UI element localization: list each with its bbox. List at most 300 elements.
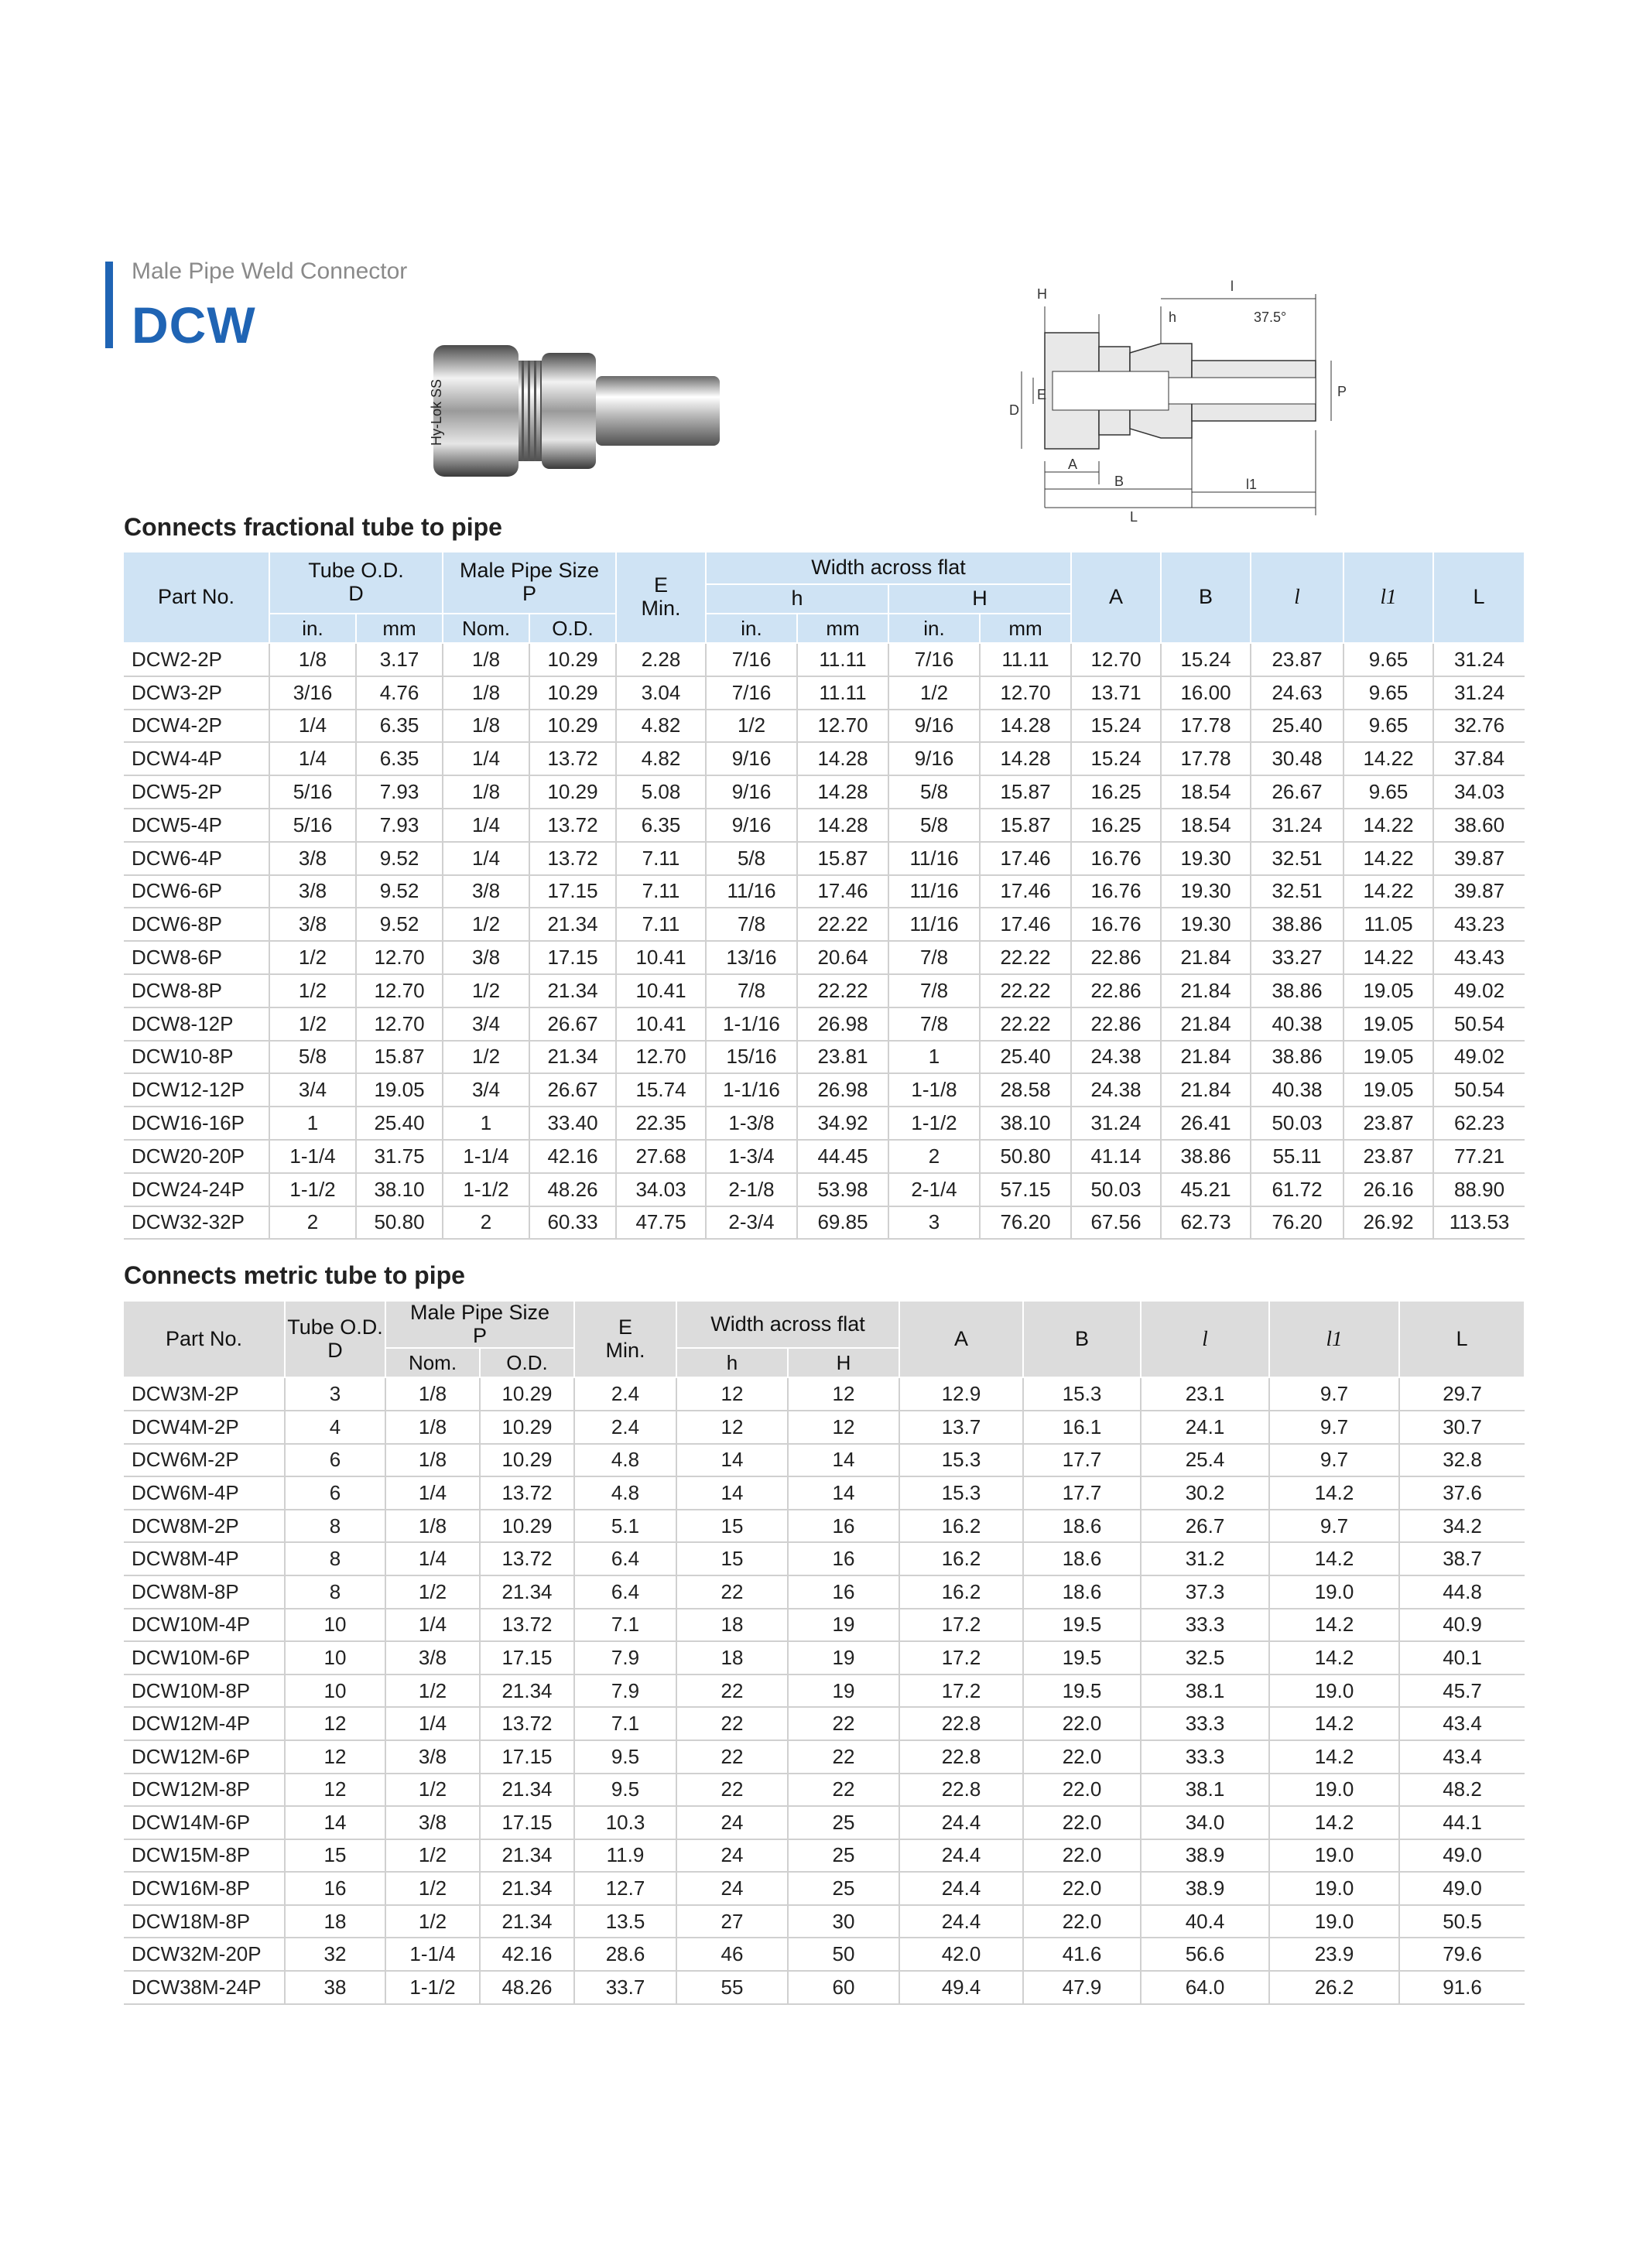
table-cell: 28.6: [574, 1938, 676, 1971]
table-cell: 13.72: [529, 742, 616, 775]
table-cell: 10: [285, 1609, 385, 1642]
table-cell: 5/8: [269, 1041, 356, 1074]
table-cell: 5/8: [888, 775, 980, 809]
table-cell: 18: [676, 1609, 788, 1642]
table-cell: 17.15: [480, 1641, 574, 1674]
table-cell: 21.84: [1161, 1041, 1251, 1074]
table-cell: 23.87: [1343, 1107, 1433, 1140]
table-cell: 19.5: [1023, 1641, 1141, 1674]
table-row: [124, 1411, 1525, 1444]
table-cell: 5.1: [574, 1510, 676, 1543]
table-cell: 14.2: [1269, 1609, 1399, 1642]
table-cell: 7/16: [706, 643, 797, 676]
part-number-cell: DCW3M-2P: [124, 1377, 285, 1411]
table-cell: 62.23: [1433, 1107, 1525, 1140]
table-cell: 23.1: [1141, 1377, 1269, 1411]
table-row: [124, 742, 1525, 775]
col-tube-od: Tube O.D. D: [285, 1302, 385, 1377]
table-cell: 48.2: [1399, 1774, 1525, 1807]
table-cell: 14.2: [1269, 1641, 1399, 1674]
table-cell: 24.38: [1071, 1041, 1161, 1074]
table-cell: 12: [788, 1377, 899, 1411]
table-cell: 9.5: [574, 1774, 676, 1807]
table-cell: 9.65: [1343, 643, 1433, 676]
table-cell: 64.0: [1141, 1971, 1269, 2004]
table-cell: 15/16: [706, 1041, 797, 1074]
table-cell: 21.34: [480, 1905, 574, 1938]
table-cell: 4.8: [574, 1444, 676, 1477]
table-cell: 14.22: [1343, 742, 1433, 775]
table-cell: 2-3/4: [706, 1206, 797, 1240]
table-cell: 14: [788, 1444, 899, 1477]
table-cell: 3: [888, 1206, 980, 1240]
table-cell: 16.76: [1071, 842, 1161, 875]
table-cell: 38.10: [980, 1107, 1071, 1140]
table-cell: 1/8: [443, 775, 529, 809]
table-cell: 55: [676, 1971, 788, 2004]
table-cell: 22.0: [1023, 1905, 1141, 1938]
part-number-cell: DCW20-20P: [124, 1140, 269, 1173]
table-cell: 15.24: [1071, 742, 1161, 775]
table-cell: 21.84: [1161, 941, 1251, 974]
table-cell: 17.15: [480, 1740, 574, 1774]
table-cell: 13.72: [480, 1476, 574, 1510]
col-male-pipe-size: Male Pipe Size P: [385, 1302, 574, 1348]
table-cell: 50.5: [1399, 1905, 1525, 1938]
table-cell: 34.92: [797, 1107, 888, 1140]
table-cell: 33.27: [1251, 941, 1343, 974]
table-cell: 44.1: [1399, 1806, 1525, 1839]
metric-table: [124, 1302, 1525, 2005]
table-cell: 49.0: [1399, 1872, 1525, 1905]
table-cell: 6.35: [616, 809, 706, 842]
table-cell: 49.02: [1433, 974, 1525, 1007]
col-male-pipe-size: Male Pipe Size P: [443, 552, 616, 614]
table-cell: 38.86: [1251, 908, 1343, 941]
table-cell: 16.00: [1161, 676, 1251, 710]
table-cell: 17.78: [1161, 710, 1251, 743]
table-cell: 79.6: [1399, 1938, 1525, 1971]
table-cell: 8: [285, 1510, 385, 1543]
table-cell: 1/8: [385, 1510, 480, 1543]
table-cell: 15.24: [1161, 643, 1251, 676]
table-cell: 24.4: [899, 1839, 1023, 1873]
table-cell: 17.46: [980, 875, 1071, 908]
sub-in: in.: [706, 614, 797, 643]
table-cell: 3/4: [269, 1073, 356, 1107]
table-cell: 42.16: [529, 1140, 616, 1173]
table-cell: 17.46: [980, 908, 1071, 941]
table-cell: 4.82: [616, 742, 706, 775]
table-cell: 22.0: [1023, 1839, 1141, 1873]
table-cell: 1-1/4: [443, 1140, 529, 1173]
table-cell: 18.6: [1023, 1510, 1141, 1543]
table-cell: 22.35: [616, 1107, 706, 1140]
table-cell: 9.52: [356, 908, 443, 941]
table-cell: 43.43: [1433, 941, 1525, 974]
table-row: [124, 1707, 1525, 1740]
table-cell: 29.7: [1399, 1377, 1525, 1411]
table-cell: 14.28: [797, 742, 888, 775]
table-cell: 1/2: [385, 1774, 480, 1807]
table-cell: 17.15: [480, 1806, 574, 1839]
col-l1: l1: [1269, 1302, 1399, 1377]
table-cell: 48.26: [529, 1173, 616, 1206]
table-cell: 10.41: [616, 1007, 706, 1041]
table-cell: 4.82: [616, 710, 706, 743]
table-cell: 13.72: [480, 1542, 574, 1575]
part-number-cell: DCW8M-2P: [124, 1510, 285, 1543]
col-H: H: [888, 584, 1071, 614]
table-cell: 19.05: [1343, 974, 1433, 1007]
table-cell: 3/8: [269, 908, 356, 941]
diagram-label-D: D: [1009, 402, 1019, 418]
table-cell: 50.54: [1433, 1073, 1525, 1107]
table-cell: 26.67: [529, 1073, 616, 1107]
table-cell: 24: [676, 1872, 788, 1905]
table-cell: 22.0: [1023, 1707, 1141, 1740]
table-row: [124, 1938, 1525, 1971]
table-cell: 2-1/8: [706, 1173, 797, 1206]
table-cell: 10.29: [529, 643, 616, 676]
table-cell: 1/8: [443, 676, 529, 710]
table-cell: 60: [788, 1971, 899, 2004]
table-cell: 1-1/2: [888, 1107, 980, 1140]
table-cell: 25.40: [356, 1107, 443, 1140]
table-cell: 50.80: [356, 1206, 443, 1240]
table-cell: 91.6: [1399, 1971, 1525, 2004]
table-cell: 27.68: [616, 1140, 706, 1173]
table-cell: 28.58: [980, 1073, 1071, 1107]
table-cell: 26.67: [1251, 775, 1343, 809]
col-B: B: [1161, 552, 1251, 643]
table-cell: 37.3: [1141, 1575, 1269, 1609]
table-cell: 60.33: [529, 1206, 616, 1240]
table-cell: 2.4: [574, 1377, 676, 1411]
part-number-cell: DCW10M-4P: [124, 1609, 285, 1642]
table-cell: 5/8: [706, 842, 797, 875]
table-cell: 25.4: [1141, 1444, 1269, 1477]
table-cell: 16: [285, 1872, 385, 1905]
table-cell: 30.7: [1399, 1411, 1525, 1444]
table-cell: 16.1: [1023, 1411, 1141, 1444]
table-row: [124, 1476, 1525, 1510]
table-cell: 1/4: [385, 1542, 480, 1575]
table-cell: 24: [676, 1806, 788, 1839]
table-cell: 12: [788, 1411, 899, 1444]
table-row: [124, 1206, 1525, 1240]
table-cell: 5/16: [269, 775, 356, 809]
table-cell: 24.38: [1071, 1073, 1161, 1107]
table-cell: 7.11: [616, 908, 706, 941]
table-cell: 2.4: [574, 1411, 676, 1444]
table-cell: 31.2: [1141, 1542, 1269, 1575]
table-cell: 26.98: [797, 1007, 888, 1041]
table-cell: 22: [788, 1707, 899, 1740]
table-cell: 1/4: [269, 742, 356, 775]
table-cell: 34.03: [616, 1173, 706, 1206]
table-cell: 1/4: [385, 1707, 480, 1740]
table-cell: 6.4: [574, 1575, 676, 1609]
table-cell: 3/4: [443, 1007, 529, 1041]
table-cell: 16.2: [899, 1542, 1023, 1575]
table-cell: 38.86: [1251, 1041, 1343, 1074]
table-cell: 38.86: [1251, 974, 1343, 1007]
table-cell: 1-1/16: [706, 1073, 797, 1107]
table-cell: 12.70: [356, 1007, 443, 1041]
table-cell: 1/4: [385, 1476, 480, 1510]
table-cell: 3/8: [385, 1806, 480, 1839]
part-number-cell: DCW38M-24P: [124, 1971, 285, 2004]
part-number-cell: DCW12M-8P: [124, 1774, 285, 1807]
sub-od: O.D.: [529, 614, 616, 643]
table-cell: 14.2: [1269, 1806, 1399, 1839]
col-L: L: [1399, 1302, 1525, 1377]
table-cell: 22.0: [1023, 1740, 1141, 1774]
table-cell: 10.41: [616, 941, 706, 974]
table-cell: 21.34: [529, 1041, 616, 1074]
table-cell: 26.7: [1141, 1510, 1269, 1543]
table-cell: 21.34: [480, 1872, 574, 1905]
table-cell: 21.84: [1161, 1007, 1251, 1041]
table-cell: 32.8: [1399, 1444, 1525, 1477]
sub-h: h: [676, 1348, 788, 1377]
table-cell: 3/8: [443, 941, 529, 974]
table-row: [124, 1905, 1525, 1938]
table-cell: 22.22: [980, 941, 1071, 974]
table-cell: 17.2: [899, 1674, 1023, 1708]
table-cell: 50.03: [1251, 1107, 1343, 1140]
table-cell: 40.38: [1251, 1007, 1343, 1041]
table-cell: 22: [676, 1707, 788, 1740]
table-cell: 14: [285, 1806, 385, 1839]
table-cell: 12: [285, 1707, 385, 1740]
table-cell: 39.87: [1433, 875, 1525, 908]
table-cell: 67.56: [1071, 1206, 1161, 1240]
part-number-cell: DCW6-6P: [124, 875, 269, 908]
table-cell: 10.3: [574, 1806, 676, 1839]
table-cell: 55.11: [1251, 1140, 1343, 1173]
table-cell: 13.72: [480, 1707, 574, 1740]
table-row: [124, 875, 1525, 908]
table-row: [124, 710, 1525, 743]
table-cell: 7.11: [616, 842, 706, 875]
table-cell: 19: [788, 1674, 899, 1708]
part-number-cell: DCW8-12P: [124, 1007, 269, 1041]
table-cell: 7/8: [888, 1007, 980, 1041]
table-cell: 18: [676, 1641, 788, 1674]
table-cell: 13.72: [529, 809, 616, 842]
table-cell: 19: [788, 1641, 899, 1674]
fractional-table-body: [124, 643, 1525, 1239]
table-cell: 17.7: [1023, 1476, 1141, 1510]
table-cell: 12.9: [899, 1377, 1023, 1411]
table-cell: 11/16: [888, 908, 980, 941]
table-cell: 26.98: [797, 1073, 888, 1107]
table-cell: 7/16: [706, 676, 797, 710]
table-cell: 13.72: [480, 1609, 574, 1642]
sub-mm: mm: [356, 614, 443, 643]
table-cell: 25.40: [980, 1041, 1071, 1074]
part-number-cell: DCW6M-2P: [124, 1444, 285, 1477]
table-cell: 19.05: [1343, 1073, 1433, 1107]
part-number-cell: DCW18M-8P: [124, 1905, 285, 1938]
table-cell: 1/8: [269, 643, 356, 676]
table-cell: 7/8: [706, 974, 797, 1007]
table-cell: 9/16: [888, 710, 980, 743]
table-cell: 16.2: [899, 1510, 1023, 1543]
part-number-cell: DCW12-12P: [124, 1073, 269, 1107]
table-cell: 31.24: [1071, 1107, 1161, 1140]
table-cell: 1/2: [269, 941, 356, 974]
table-cell: 45.7: [1399, 1674, 1525, 1708]
table-cell: 40.38: [1251, 1073, 1343, 1107]
table-cell: 19.5: [1023, 1674, 1141, 1708]
table-cell: 22: [788, 1740, 899, 1774]
table-cell: 38.7: [1399, 1542, 1525, 1575]
sub-in: in.: [269, 614, 356, 643]
part-number-cell: DCW5-2P: [124, 775, 269, 809]
table-row: [124, 1674, 1525, 1708]
col-L: L: [1433, 552, 1525, 643]
table-cell: 3/8: [269, 842, 356, 875]
table-cell: 3/8: [443, 875, 529, 908]
table-cell: 1/2: [385, 1905, 480, 1938]
table-cell: 17.15: [529, 875, 616, 908]
part-number-cell: DCW4M-2P: [124, 1411, 285, 1444]
table-cell: 21.34: [480, 1674, 574, 1708]
table-cell: 12.70: [980, 676, 1071, 710]
table-cell: 19.0: [1269, 1839, 1399, 1873]
table-cell: 19.5: [1023, 1609, 1141, 1642]
table-cell: 7.9: [574, 1674, 676, 1708]
table-cell: 14: [676, 1476, 788, 1510]
table-cell: 13.72: [529, 842, 616, 875]
table-cell: 37.84: [1433, 742, 1525, 775]
table-cell: 1-1/16: [706, 1007, 797, 1041]
table-cell: 45.21: [1161, 1173, 1251, 1206]
part-number-cell: DCW2-2P: [124, 643, 269, 676]
table-cell: 21.84: [1161, 1073, 1251, 1107]
part-number-cell: DCW3-2P: [124, 676, 269, 710]
table-cell: 2: [888, 1140, 980, 1173]
table-row: [124, 1444, 1525, 1477]
table-row: [124, 1073, 1525, 1107]
diagram-label-L: L: [1130, 509, 1138, 523]
table-cell: 3/16: [269, 676, 356, 710]
table-cell: 10.29: [529, 775, 616, 809]
part-number-cell: DCW5-4P: [124, 809, 269, 842]
table-cell: 10.29: [480, 1444, 574, 1477]
table-cell: 22.86: [1071, 974, 1161, 1007]
table-cell: 76.20: [980, 1206, 1071, 1240]
table-cell: 7/8: [706, 908, 797, 941]
table-row: [124, 809, 1525, 842]
table-row: [124, 1774, 1525, 1807]
table-cell: 11/16: [888, 875, 980, 908]
table-cell: 27: [676, 1905, 788, 1938]
table-cell: 9/16: [888, 742, 980, 775]
table-cell: 40.9: [1399, 1609, 1525, 1642]
table-cell: 25: [788, 1839, 899, 1873]
table-cell: 10: [285, 1641, 385, 1674]
table-cell: 26.67: [529, 1007, 616, 1041]
table-cell: 14.2: [1269, 1740, 1399, 1774]
table-cell: 22.0: [1023, 1806, 1141, 1839]
table-cell: 12.70: [797, 710, 888, 743]
table-cell: 34.0: [1141, 1806, 1269, 1839]
table-cell: 1/8: [443, 643, 529, 676]
table-cell: 48.26: [480, 1971, 574, 2004]
col-l: l: [1141, 1302, 1269, 1377]
table-cell: 21.34: [480, 1575, 574, 1609]
table-cell: 22.22: [797, 908, 888, 941]
table-cell: 12: [676, 1411, 788, 1444]
part-number-cell: DCW10M-8P: [124, 1674, 285, 1708]
table-cell: 5/16: [269, 809, 356, 842]
part-number-cell: DCW6-8P: [124, 908, 269, 941]
part-number-cell: DCW32M-20P: [124, 1938, 285, 1971]
photo-engraving: Hy-Lok SS: [429, 378, 444, 446]
table-cell: 9.7: [1269, 1510, 1399, 1543]
table-cell: 49.02: [1433, 1041, 1525, 1074]
table-cell: 15.87: [980, 809, 1071, 842]
table-row: [124, 1609, 1525, 1642]
table-cell: 1/4: [443, 742, 529, 775]
table-cell: 1-1/4: [269, 1140, 356, 1173]
table-cell: 24.1: [1141, 1411, 1269, 1444]
part-number-cell: DCW8-6P: [124, 941, 269, 974]
table-cell: 6.35: [356, 742, 443, 775]
table-cell: 26.92: [1343, 1206, 1433, 1240]
table-cell: 12.7: [574, 1872, 676, 1905]
table-cell: 21.34: [480, 1839, 574, 1873]
table-cell: 26.41: [1161, 1107, 1251, 1140]
table-cell: 15.87: [980, 775, 1071, 809]
table-cell: 49.0: [1399, 1839, 1525, 1873]
part-number-cell: DCW15M-8P: [124, 1839, 285, 1873]
col-width-across-flat: Width across flat: [676, 1302, 899, 1348]
table-cell: 17.46: [797, 875, 888, 908]
table-cell: 17.7: [1023, 1444, 1141, 1477]
table-cell: 30: [788, 1905, 899, 1938]
table-cell: 32.5: [1141, 1641, 1269, 1674]
table-cell: 38.1: [1141, 1774, 1269, 1807]
table-cell: 1/2: [443, 908, 529, 941]
table-cell: 38.1: [1141, 1674, 1269, 1708]
table-cell: 7.1: [574, 1707, 676, 1740]
table-cell: 1/2: [385, 1575, 480, 1609]
table-cell: 9.7: [1269, 1411, 1399, 1444]
table-cell: 12.70: [616, 1041, 706, 1074]
table-cell: 9.5: [574, 1740, 676, 1774]
table-cell: 76.20: [1251, 1206, 1343, 1240]
dimension-diagram: [975, 275, 1362, 523]
table-cell: 22.86: [1071, 1007, 1161, 1041]
table-cell: 15.3: [899, 1444, 1023, 1477]
table-cell: 24.63: [1251, 676, 1343, 710]
col-A: A: [899, 1302, 1023, 1377]
table-cell: 12: [676, 1377, 788, 1411]
table-cell: 10.29: [529, 676, 616, 710]
table-cell: 22: [676, 1774, 788, 1807]
table-cell: 17.46: [980, 842, 1071, 875]
table-cell: 18.54: [1161, 775, 1251, 809]
table-cell: 1-1/8: [888, 1073, 980, 1107]
table-cell: 26.2: [1269, 1971, 1399, 2004]
table-cell: 10.29: [480, 1377, 574, 1411]
table-cell: 9.65: [1343, 710, 1433, 743]
